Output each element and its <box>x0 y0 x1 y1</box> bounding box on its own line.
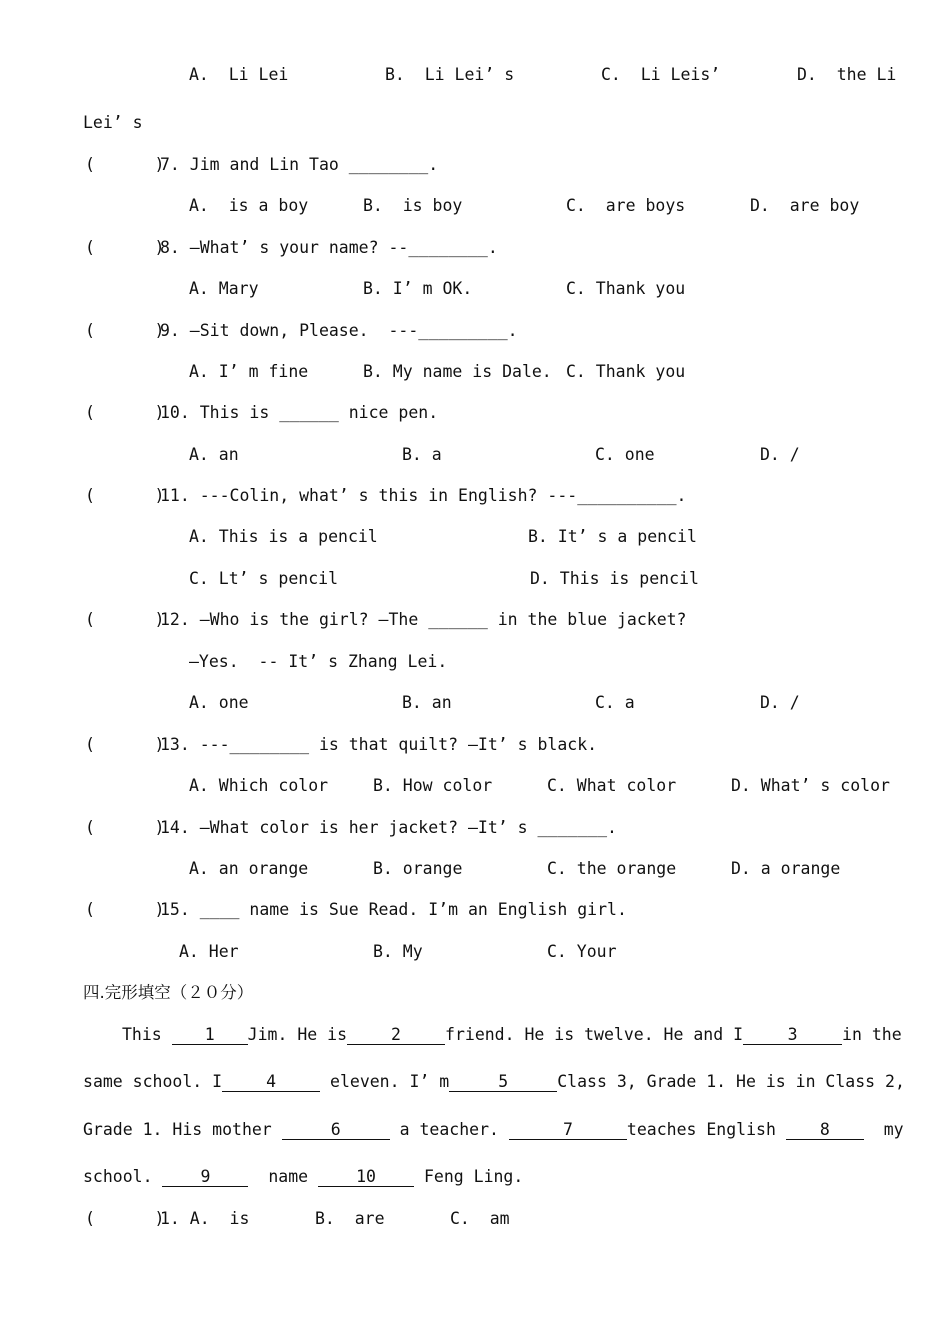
q14-option-b: B. orange <box>373 859 463 878</box>
cloze-blank-6: 6 <box>282 1121 390 1140</box>
q6-option-a: A. Li Lei <box>189 65 289 84</box>
q12-option-c: C. a <box>595 693 635 712</box>
q12-stem: 12. —Who is the girl? —The ______ in the blue jacket? <box>160 610 687 629</box>
q14-option-a: A. an orange <box>189 859 309 878</box>
q11-answer-paren: ( ) <box>85 486 165 505</box>
q10-option-c: C. one <box>595 445 655 464</box>
q7-option-b: B. is boy <box>363 196 463 215</box>
q9-option-c: C. Thank you <box>566 362 686 381</box>
cloze-text: my <box>863 1120 904 1139</box>
cloze-blank-7: 7 <box>509 1121 627 1140</box>
cloze-text: a teacher. <box>389 1120 509 1139</box>
cloze-text: Class 3, Grade 1. He is in Class 2, <box>557 1072 905 1091</box>
cloze-line-3 <box>83 1119 904 1141</box>
cloze-blank-10: 10 <box>318 1168 414 1187</box>
q12-dialogue: —Yes. -- It’ s Zhang Lei. <box>189 652 448 671</box>
q8-option-b: B. I’ m OK. <box>363 279 473 298</box>
q8-stem: 8. —What’ s your name? --________. <box>160 238 498 257</box>
q15-option-c: C. Your <box>547 942 617 961</box>
cloze-blank-5: 5 <box>449 1073 557 1092</box>
q13-option-d: D. What’ s color <box>731 776 890 795</box>
q15-answer-paren: ( ) <box>85 900 165 919</box>
q9-option-b: B. My name is Dale. <box>363 362 552 381</box>
cloze-text: This <box>122 1025 172 1044</box>
q11-stem: 11. ---Colin, what’ s this in English? ---__________. <box>160 486 687 505</box>
cloze-line-1 <box>122 1024 902 1046</box>
q13-option-a: A. Which color <box>189 776 329 795</box>
cloze-q1-option-b: B. are <box>315 1209 385 1228</box>
cloze-text: eleven. I’ m <box>320 1072 450 1091</box>
q11-option-d: D. This is pencil <box>530 569 699 588</box>
q10-option-a: A. an <box>189 445 239 464</box>
cloze-blank-2: 2 <box>347 1026 445 1045</box>
cloze-q1-option-c: C. am <box>450 1209 510 1228</box>
q7-option-a: A. is a boy <box>189 196 309 215</box>
cloze-blank-4: 4 <box>222 1073 320 1092</box>
cloze-text: Grade 1. His mother <box>83 1120 282 1139</box>
q7-stem: 7. Jim and Lin Tao ________. <box>160 155 439 174</box>
q11-option-c: C. Lt’ s pencil <box>189 569 339 588</box>
cloze-text: friend. He is twelve. He and I <box>445 1025 744 1044</box>
cloze-text: ame school. I <box>92 1072 223 1091</box>
cloze-line-4 <box>83 1166 523 1188</box>
q7-option-d: D. are boy <box>750 196 860 215</box>
q12-answer-paren: ( ) <box>85 610 165 629</box>
cloze-text: s <box>83 1072 93 1091</box>
q11-option-b: B. It’ s a pencil <box>528 527 697 546</box>
q9-answer-paren: ( ) <box>85 321 165 340</box>
cloze-blank-9: 9 <box>162 1168 248 1187</box>
q14-stem: 14. —What color is her jacket? —It’ s _______. <box>160 818 617 837</box>
cloze-q1-answer-paren: ( ) <box>85 1209 165 1228</box>
q15-option-b: B. My <box>373 942 423 961</box>
q12-option-a: A. one <box>189 693 249 712</box>
q10-option-b: B. a <box>402 445 442 464</box>
q11-option-a: A. This is a pencil <box>189 527 378 546</box>
q14-option-c: C. the orange <box>547 859 677 878</box>
q14-answer-paren: ( ) <box>85 818 165 837</box>
q7-option-c: C. are boys <box>566 196 686 215</box>
q13-stem: 13. ---________ is that quilt? —It’ s black. <box>160 735 598 754</box>
q8-option-a: A. Mary <box>189 279 259 298</box>
q8-option-c: C. Thank you <box>566 279 686 298</box>
q13-answer-paren: ( ) <box>85 735 165 754</box>
cloze-text: in the <box>842 1025 902 1044</box>
q6-option-d-wrap: Lei’ s <box>83 113 143 132</box>
section-heading: 四.完形填空（２０分） <box>83 983 254 1002</box>
cloze-text: Feng Ling. <box>414 1167 524 1186</box>
q10-answer-paren: ( ) <box>85 403 165 422</box>
q12-option-b: B. an <box>402 693 452 712</box>
q10-option-d: D. / <box>760 445 800 464</box>
q15-stem: 15. ____ name is Sue Read. I’m an English girl. <box>160 900 627 919</box>
cloze-text: school. <box>83 1167 163 1186</box>
q14-option-d: D. a orange <box>731 859 841 878</box>
cloze-q1-stem: 1. A. is <box>160 1209 250 1228</box>
q13-option-b: B. How color <box>373 776 493 795</box>
q15-option-a: A. Her <box>179 942 239 961</box>
cloze-text: Jim. He is <box>247 1025 348 1044</box>
q6-option-b: B. Li Lei’ s <box>385 65 515 84</box>
cloze-text: teaches English <box>626 1120 786 1139</box>
q12-option-d: D. / <box>760 693 800 712</box>
q7-answer-paren: ( ) <box>85 155 165 174</box>
cloze-blank-1: 1 <box>172 1026 248 1045</box>
q13-option-c: C. What color <box>547 776 677 795</box>
q9-stem: 9. —Sit down, Please. ---_________. <box>160 321 518 340</box>
q6-option-c: C. Li Leis’ <box>601 65 721 84</box>
cloze-text: name <box>248 1167 319 1186</box>
q9-option-a: A. I’ m fine <box>189 362 309 381</box>
cloze-line-2 <box>83 1071 905 1093</box>
q6-option-d: D. the Li <box>797 65 897 84</box>
cloze-blank-3: 3 <box>743 1026 842 1045</box>
q8-answer-paren: ( ) <box>85 238 165 257</box>
cloze-blank-8: 8 <box>786 1121 864 1140</box>
q10-stem: 10. This is ______ nice pen. <box>160 403 439 422</box>
